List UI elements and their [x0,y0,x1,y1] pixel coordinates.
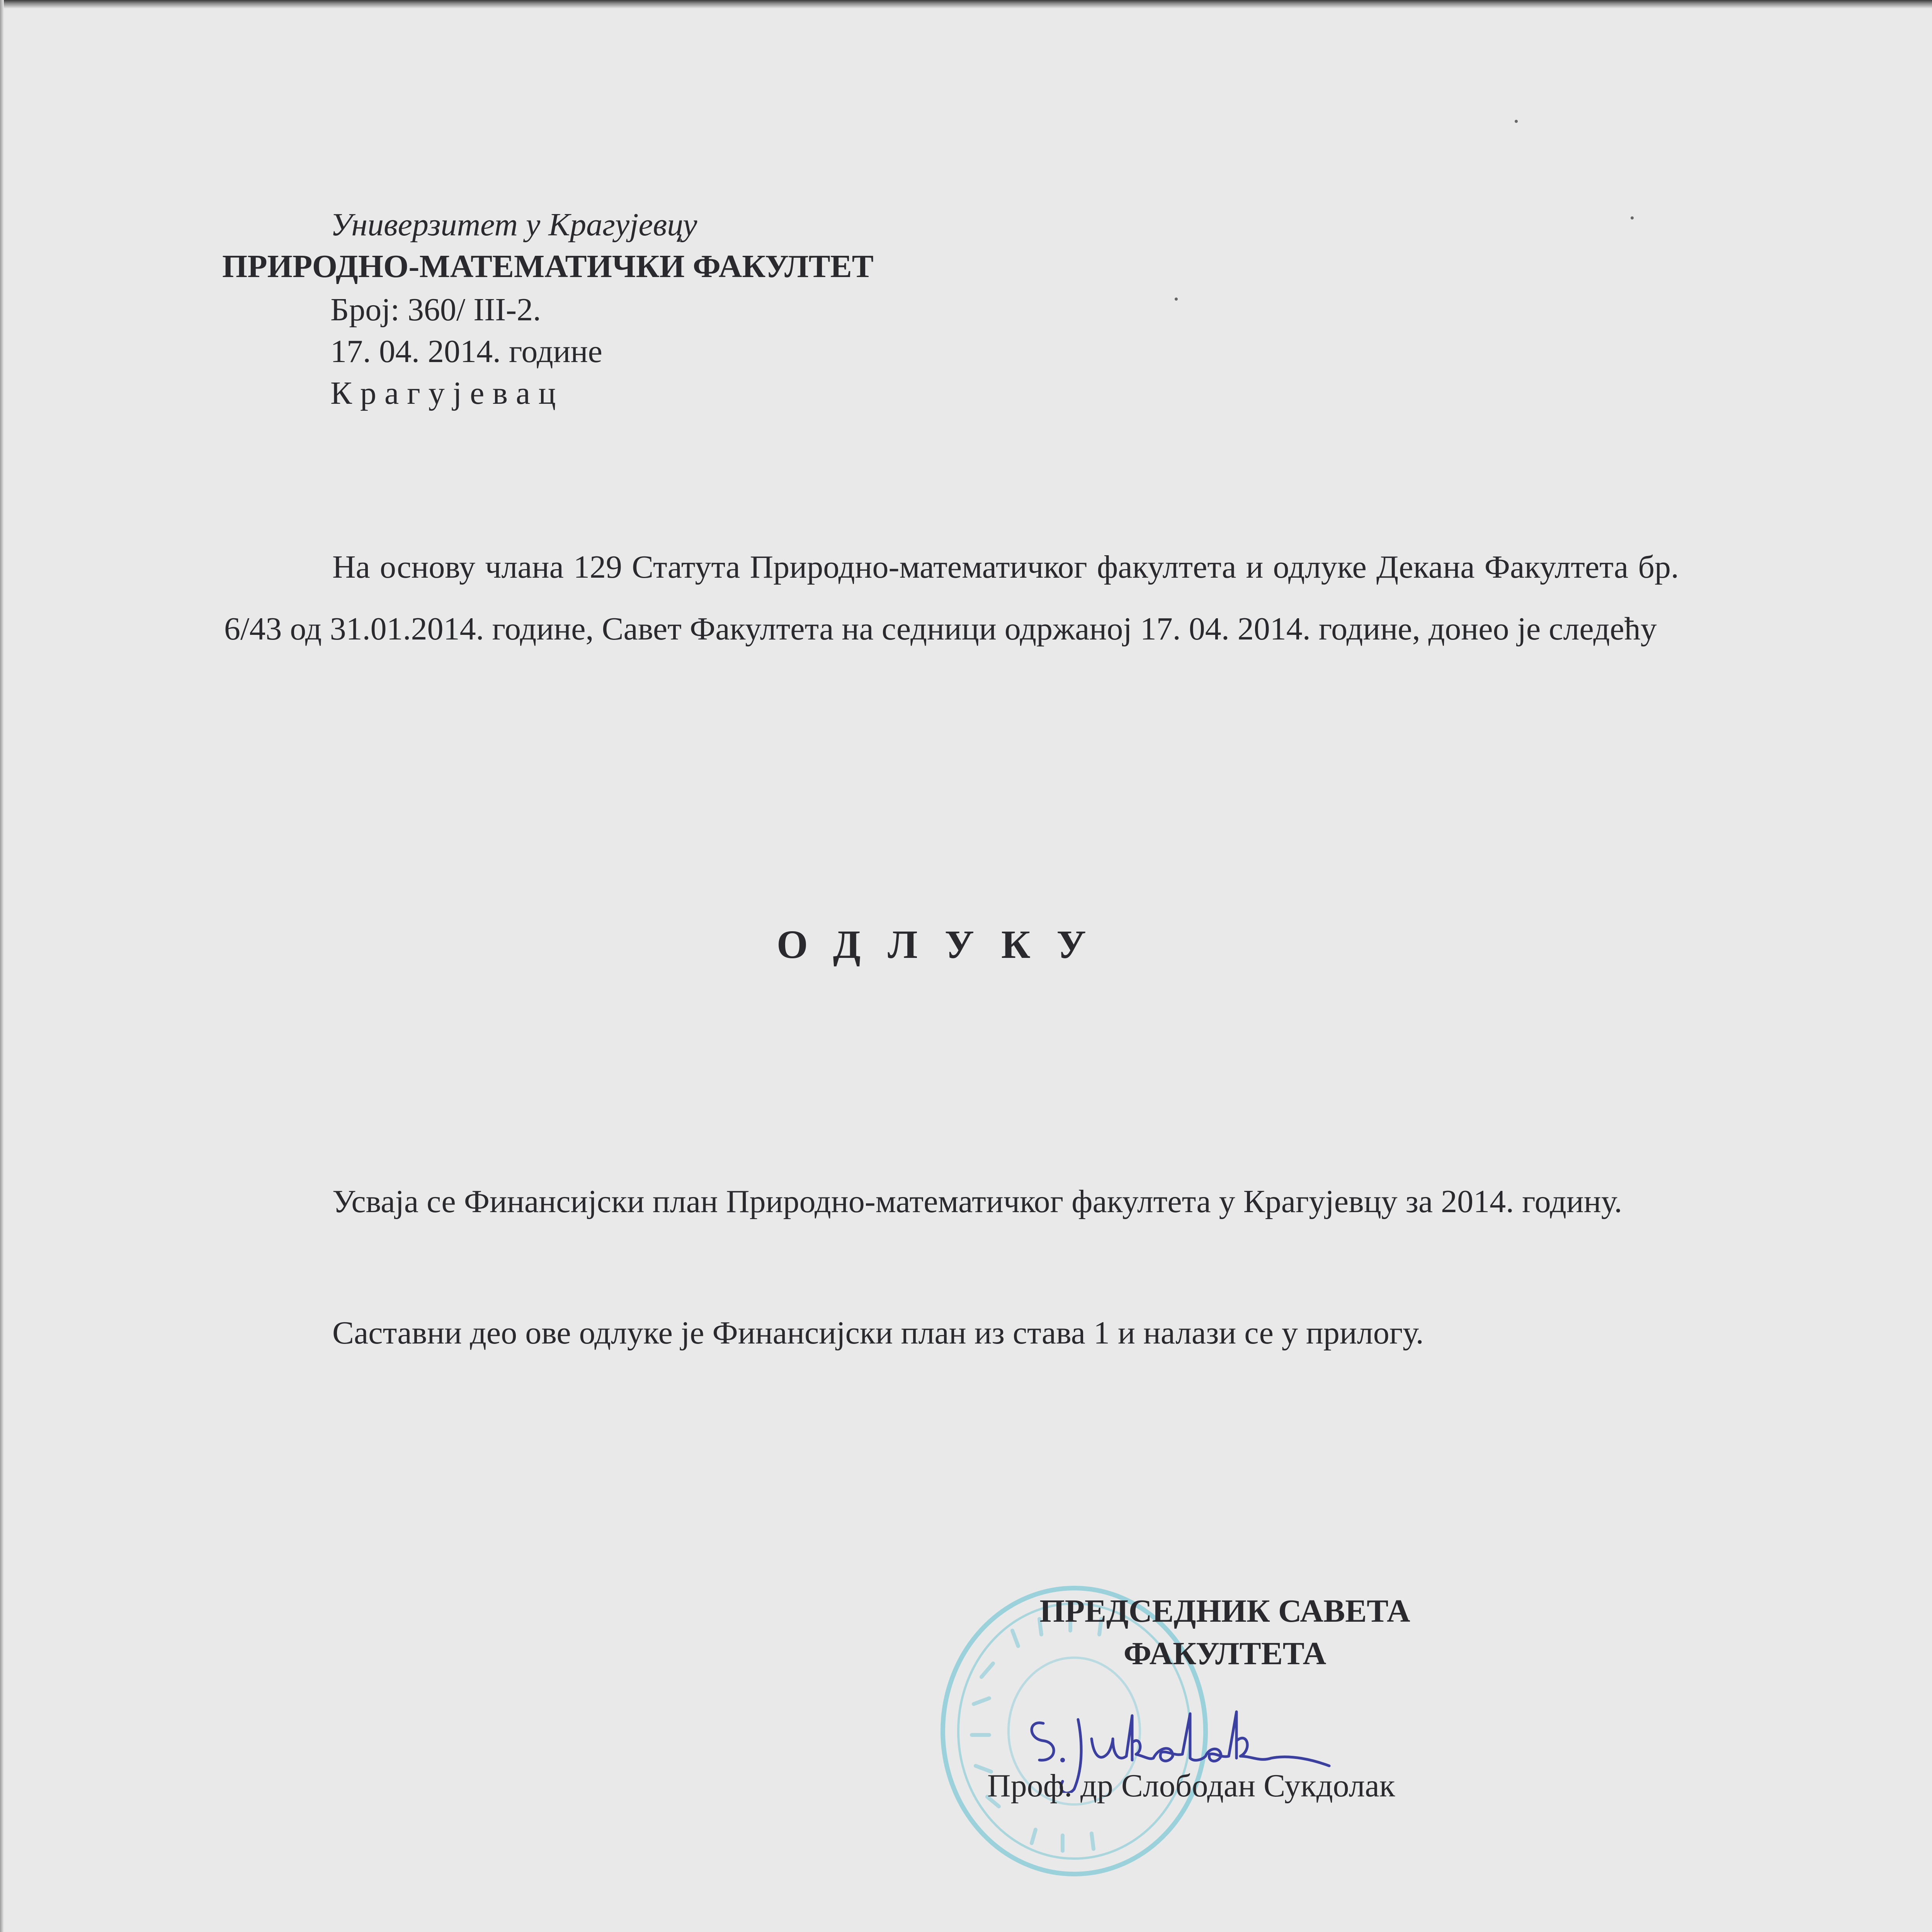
decision-title: ОДЛУКУ [777,922,1113,967]
signature-role-line-2: ФАКУЛТЕТА [1123,1636,1327,1672]
decision-paragraph-2: Саставни део ове одлуке је Финансијски план из става 1 и налази се у прилогу. [332,1315,1424,1351]
document-date: 17. 04. 2014. године [330,333,602,369]
scan-speck [1515,120,1518,123]
document-city: К р а г у ј е в а ц [330,375,556,411]
faculty-name: ПРИРОДНО-МАТЕМАТИЧКИ ФАКУЛТЕТ [222,248,874,284]
university-name: Универзитет у Крагујевцу [330,207,697,243]
scan-speck [1631,216,1634,219]
decision-paragraph-1: Усваја се Финансијски план Природно-математичког факултета у Крагујевцу за 2014. годину. [332,1184,1622,1219]
signatory-name: Проф. др Слободан Сукдолак [987,1768,1395,1804]
scan-speck [1175,298,1178,301]
scan-top-edge [0,0,1932,9]
document-number: Број: 360/ III-2. [330,292,541,328]
signature-role-line-1: ПРЕДСЕДНИК САВЕТА [1039,1593,1410,1629]
scan-left-edge [0,0,4,1932]
signature-role [1012,1590,1437,1675]
preamble-paragraph: На основу члана 129 Статута Природно-математичког факултета и одлуке Декана Факултета бр. 6/43 од 31.01.2014. године, Савет Факултета на седници одржаној 17. 04. 2014. године, донео је следећу [224,549,1679,647]
